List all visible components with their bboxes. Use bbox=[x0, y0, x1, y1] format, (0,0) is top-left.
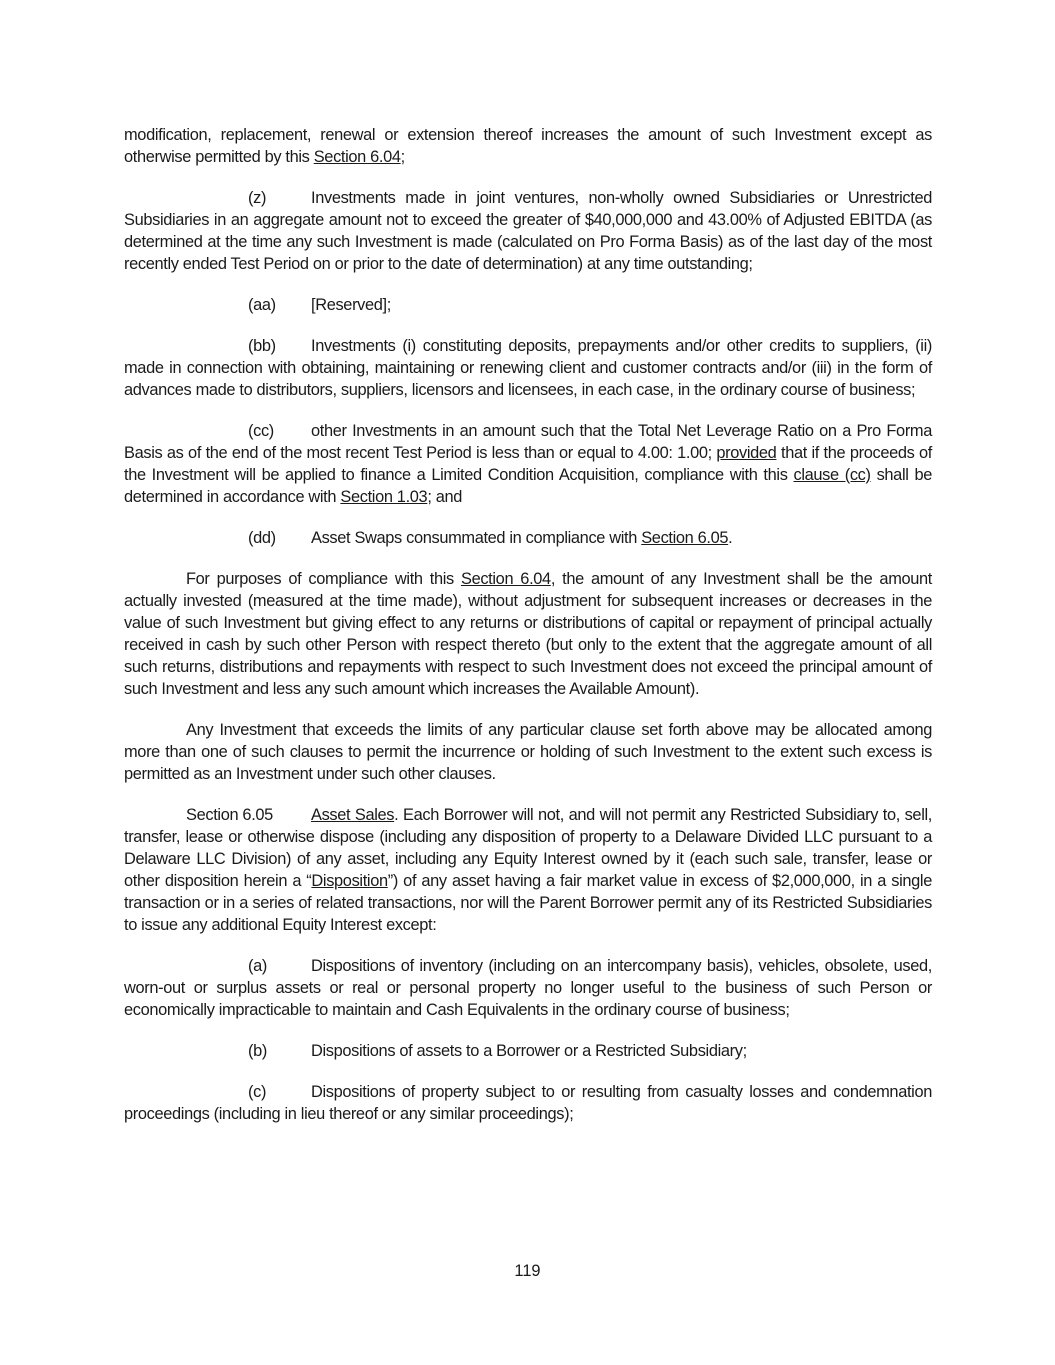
allocation-paragraph: Any Investment that exceeds the limits of any particular clause set forth above may be allocated among more than one of such clauses to permit the incurrence or holding of such Investment to the extent such excess is permitted as an Investment under such other clauses. bbox=[124, 721, 932, 783]
clause-label: (aa) bbox=[248, 296, 276, 314]
clause-cc: (cc) other Investments in an amount such that the Total Net Leverage Ratio on a Pro Forma Basis as of the end of the most recent Test Period is less than or equal to 4.00: 1.00; provided that if the proceeds of the Investment will be applied to finance a Limited Condition Acquisition, compliance with this clause (cc) shall be determined in accordance with Section 1.03; and bbox=[124, 422, 932, 506]
section-6-05-heading-paragraph: Section 6.05 Asset Sales. Each Borrower will not, and will not permit any Restricted Subsidiary to, sell, transfer, lease or otherwise dispose (including any disposition of property to a Delaware Divided LLC pursuant to a Delaware LLC Division) of any asset, including any Equity Interest owned by it (each such sale, transfer, lease or other disposition herein a “Disposition”) of any asset having a fair market value in excess of $2,000,000, in a single transaction or in a series of related transactions, nor will the Parent Borrower permit any of its Restricted Subsidiaries to issue any additional Equity Interest except: bbox=[124, 806, 932, 934]
clause-c bbox=[124, 1081, 932, 1125]
purposes-paragraph: For purposes of compliance with this Section 6.04, the amount of any Investment shall be the amount actually invested (measured at the time made), without adjustment for subsequent increases or decreases in the value of such Investment but giving effect to any returns or distributions of capital or repayment of principal actually received in cash by such other Person with respect thereto (but only to the extent that the aggregate amount of all such returns, distributions and repayments with respect to such Investment does not exceed the principal amount of such Investment and less any such amount which increases the Available Amount). bbox=[124, 570, 933, 698]
disposition-defined-term: Disposition bbox=[311, 872, 388, 890]
clause-z bbox=[124, 187, 932, 275]
clause-bb bbox=[124, 335, 932, 401]
clause-text: Investments made in joint ventures, non-wholly owned Subsidiaries or Unrestricted Subsidiaries in an aggregate amount not to exceed the greater of $40,000,000 and 43.00% of Adjusted EBITDA (as determined at the time any such Investment is made (calculated on Pro Forma Basis) as of the last day of the most recently ended Test Period on or prior to the date of determination) at any time outstanding; bbox=[124, 189, 932, 273]
clause-dd: (dd) Asset Swaps consummated in compliance with Section 6.05. bbox=[248, 529, 733, 547]
clause-text: Investments (i) constituting deposits, prepayments and/or other credits to suppliers, (ii) made in connection with obtaining, maintaining or renewing client and customer contracts and/or (iii) in the form of advances made to distributors, suppliers, licensors and licensees, in each case, in the ordinary course of business; bbox=[124, 337, 932, 399]
section-title: Asset Sales bbox=[311, 806, 395, 824]
clause-text: Dispositions of assets to a Borrower or a Restricted Subsidiary; bbox=[311, 1042, 747, 1060]
clause-label: (z) bbox=[248, 189, 267, 207]
clause-label: (dd) bbox=[248, 529, 276, 547]
clause-cc-reference[interactable]: clause (cc) bbox=[793, 466, 871, 484]
continuation-paragraph: modification, replacement, renewal or extension thereof increases the amount of such Investment except as otherwise permitted by this Section 6.04; bbox=[124, 126, 932, 166]
clause-label: (b) bbox=[248, 1042, 267, 1060]
section-6-04-reference[interactable]: Section 6.04 bbox=[460, 570, 551, 588]
clause-label: (cc) bbox=[248, 422, 274, 440]
clause-text: Dispositions of property subject to or resulting from casualty losses and condemnation proceedings (including in lieu thereof or any similar proceedings); bbox=[124, 1083, 932, 1123]
clause-text: Dispositions of inventory (including on an intercompany basis), vehicles, obsolete, used, worn-out or surplus assets or real or personal property no longer useful to the business of such Person or economically impracticable to maintain and Cash Equivalents in the ordinary course of business; bbox=[124, 957, 932, 1019]
provided-term: provided bbox=[716, 444, 777, 462]
continuation-text: modification, replacement, renewal or extension thereof increases the amount of such Investment except as otherwise permitted by this bbox=[124, 126, 932, 166]
page-number: 119 bbox=[514, 1262, 541, 1280]
section-1-03-reference[interactable]: Section 1.03 bbox=[340, 488, 428, 506]
clause-label: (a) bbox=[248, 957, 267, 975]
section-6-05-reference[interactable]: Section 6.05 bbox=[641, 529, 729, 547]
clause-label: (bb) bbox=[248, 337, 276, 355]
document-page bbox=[124, 124, 932, 1144]
clause-label: (c) bbox=[248, 1083, 267, 1101]
clause-text: [Reserved]; bbox=[311, 296, 391, 314]
clause-a bbox=[124, 955, 932, 1021]
clause-aa bbox=[124, 294, 932, 316]
clause-b bbox=[124, 1040, 932, 1062]
section-number: Section 6.05 bbox=[186, 806, 273, 824]
section-6-04-reference[interactable]: Section 6.04 bbox=[313, 148, 401, 166]
